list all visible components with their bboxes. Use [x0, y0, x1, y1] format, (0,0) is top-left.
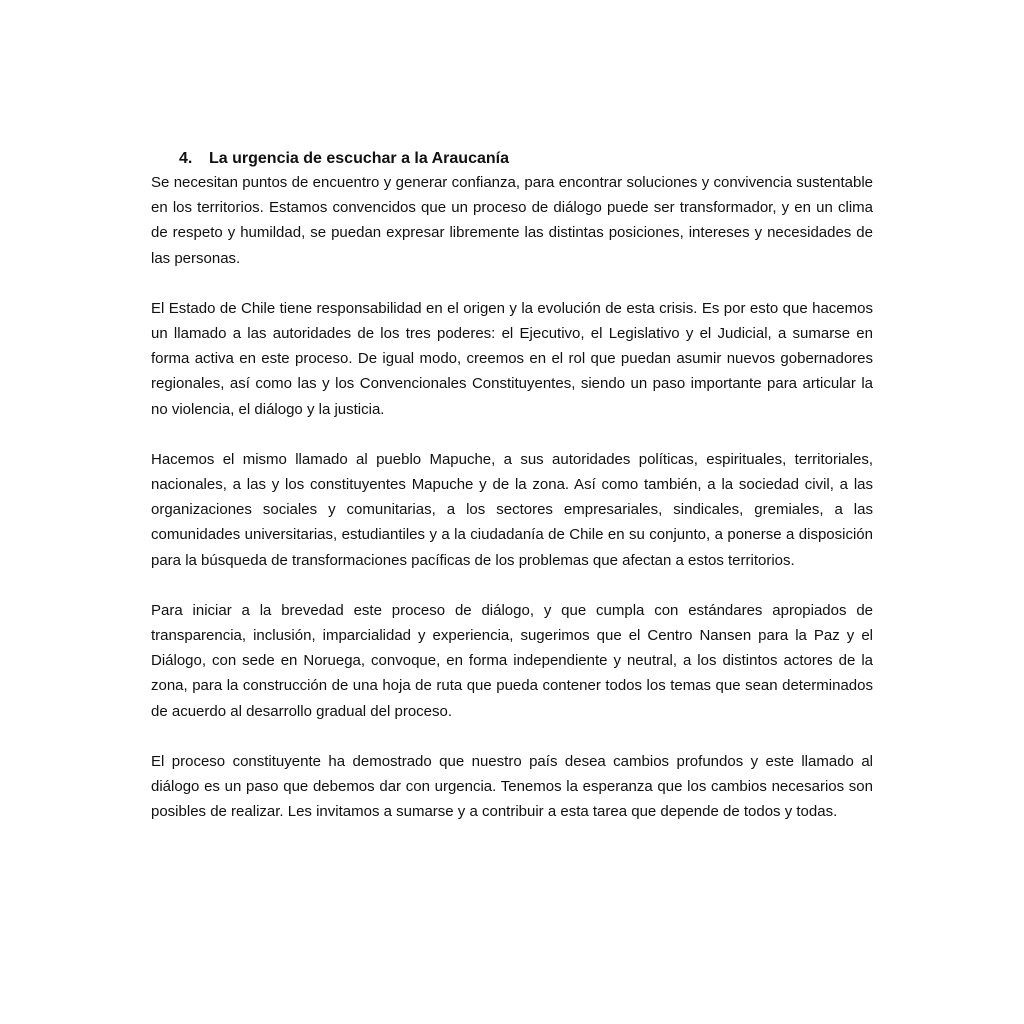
section-number: 4.: [179, 150, 193, 167]
document-body: [151, 148, 873, 824]
section-title: La urgencia de escuchar a la Araucanía: [209, 150, 509, 167]
paragraph-3: Hacemos el mismo llamado al pueblo Mapuche, a sus autoridades políticas, espirituales, territoriales, nacionales, a las y los constituyentes Mapuche y de la zona. Así como también, a la sociedad civil, a las organizaciones sociales y comunitarias, a los sectores empresariales, sindicales, gremiales, a las comunidades universitarias, estudiantiles y a la ciudadanía de Chile en su conjunto, a ponerse a disposición para la búsqueda de transformaciones pacíficas de los problemas que afectan a estos territorios.: [151, 450, 873, 569]
section-heading: [179, 148, 873, 170]
paragraph-spacer: [151, 271, 873, 296]
paragraph-1: Se necesitan puntos de encuentro y generar confianza, para encontrar soluciones y convivencia sustentable en los territorios. Estamos convencidos que un proceso de diálogo puede ser transformador, y en un clima de respeto y humildad, se puedan expresar libremente las distintas posiciones, intereses y necesidades de las personas.: [151, 174, 873, 267]
paragraph-2: El Estado de Chile tiene responsabilidad en el origen y la evolución de esta crisis. Es por esto que hacemos un llamado a las autoridades de los tres poderes: el Ejecutivo, el Legislativo y el Judicial, a sumarse en forma activa en este proceso. De igual modo, creemos en el rol que puedan asumir nuevos gobernadores regionales, así como las y los Convencionales Constituyentes, siendo un paso importante para articular la no violencia, el diálogo y la justicia.: [151, 299, 873, 418]
paragraph-spacer: [151, 573, 873, 598]
paragraph-4: Para iniciar a la brevedad este proceso de diálogo, y que cumpla con estándares apropiados de transparencia, inclusión, imparcialidad y experiencia, sugerimos que el Centro Nansen para la Paz y el Diálogo, con sede en Noruega, convoque, en forma independiente y neutral, a los distintos actores de la zona, para la construcción de una hoja de ruta que pueda contener todos los temas que sean determinados de acuerdo al desarrollo gradual del proceso.: [151, 601, 873, 720]
paragraph-spacer: [151, 724, 873, 749]
paragraph-spacer: [151, 422, 873, 447]
paragraph-5: El proceso constituyente ha demostrado que nuestro país desea cambios profundos y este llamado al diálogo es un paso que debemos dar con urgencia. Tenemos la esperanza que los cambios necesarios son posibles de realizar. Les invitamos a sumarse y a contribuir a esta tarea que depende de todos y todas.: [151, 752, 873, 821]
